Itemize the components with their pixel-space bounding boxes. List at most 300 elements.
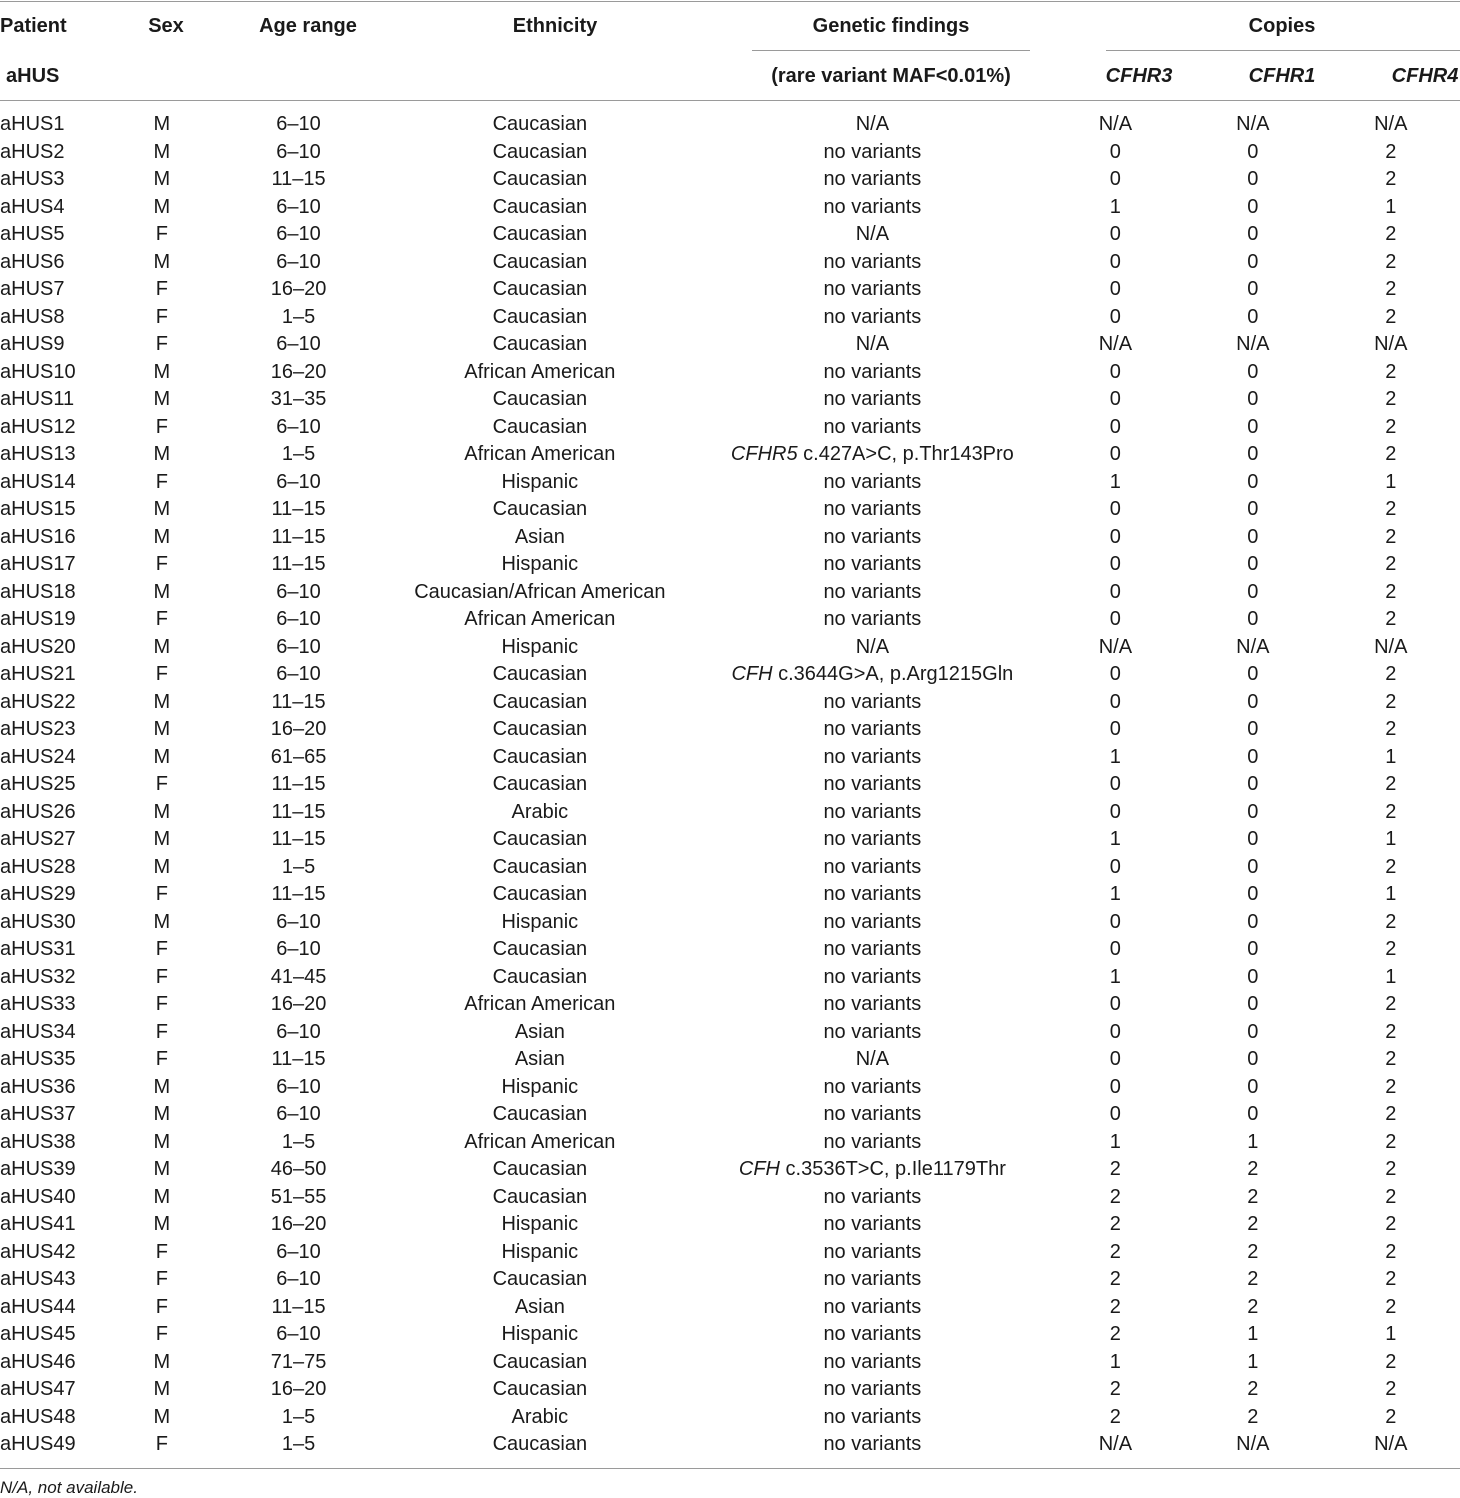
patient-cell: aHUS34 (0, 1020, 76, 1043)
sex-cell: M (153, 580, 171, 603)
table-row (0, 1376, 1460, 1404)
cfhr3-copies-cell: 0 (1109, 773, 1121, 795)
ethnicity-cell: Caucasian (492, 1185, 588, 1208)
cfhr4-copies-cell: 1 (1385, 470, 1397, 493)
cfhr1-copies-cell: 0 (1247, 415, 1259, 438)
sex-cell: F (155, 938, 168, 960)
genetic-findings-cell (698, 1376, 1047, 1404)
cfhr3-copies-cell: 0 (1109, 993, 1121, 1015)
age-range-cell: 16–20 (270, 278, 327, 300)
cfhr1-copies-cell: N/A (1236, 333, 1270, 355)
gene-name: CFHR5 (730, 443, 798, 465)
cfhr4-copies-cell: 2 (1385, 1350, 1397, 1373)
cfhr3-copies-cell: 0 (1109, 1020, 1121, 1043)
sex-cell: F (155, 1295, 168, 1318)
cfhr1-copies-cell: 0 (1247, 745, 1259, 768)
cfhr3-copies-cell: 2 (1109, 1323, 1121, 1345)
patient-cell: aHUS29 (0, 883, 76, 905)
cfhr3-copies-cell: 2 (1109, 1378, 1121, 1400)
age-range-cell: 11–15 (271, 690, 326, 713)
patient-cell: aHUS5 (0, 223, 65, 245)
genetic-findings-cell (698, 414, 1047, 442)
variant-text: no variants (823, 305, 922, 328)
genetic-findings-cell (698, 991, 1047, 1019)
age-range-cell: 11–15 (271, 1048, 326, 1070)
age-range-cell: 6–10 (276, 580, 321, 603)
ethnicity-cell: Caucasian (492, 1378, 588, 1400)
ethnicity-cell: Caucasian (492, 1158, 588, 1180)
cfhr1-copies-cell: 0 (1247, 1048, 1259, 1070)
variant-text: no variants (823, 883, 922, 905)
age-range-cell: 1–5 (281, 305, 316, 328)
patient-cell: aHUS28 (0, 855, 76, 878)
genetic-findings-cell (698, 689, 1047, 717)
cfhr3-copies-cell: 0 (1109, 938, 1121, 960)
genetic-findings-cell (698, 854, 1047, 882)
cfhr3-copies-cell: N/A (1098, 113, 1133, 135)
cfhr1-copies-cell: 0 (1247, 800, 1259, 823)
sex-cell: F (155, 470, 168, 493)
variant-text: no variants (823, 1350, 922, 1373)
cfhr1-copies-cell: 0 (1247, 910, 1259, 933)
cfhr1-copies-cell: 0 (1247, 608, 1259, 630)
sex-cell: M (153, 498, 171, 520)
patient-cell: aHUS36 (0, 1075, 76, 1098)
table-row (0, 469, 1460, 497)
genetic-findings-cell (698, 111, 1047, 139)
cfhr1-copies-cell: N/A (1236, 113, 1270, 135)
table-row (0, 634, 1460, 662)
variant-text: no variants (823, 745, 922, 768)
patient-cell: aHUS38 (0, 1130, 76, 1153)
cfhr4-copies-cell: 2 (1385, 443, 1397, 465)
table-row (0, 854, 1460, 882)
patient-table (0, 111, 1460, 1459)
genetic-findings-cell (698, 881, 1047, 909)
variant-text: no variants (823, 910, 922, 933)
cfhr1-copies-cell: 2 (1247, 1185, 1259, 1208)
variant-text: N/A (855, 223, 890, 245)
cfhr3-copies-cell: 1 (1109, 470, 1121, 493)
cfhr3-copies-cell: 0 (1109, 278, 1121, 300)
variant-text: no variants (823, 1130, 922, 1153)
cfhr4-copies-cell: 2 (1385, 278, 1397, 300)
ethnicity-cell: Hispanic (501, 553, 579, 575)
ethnicity-cell: Asian (514, 1020, 565, 1043)
variant-text: no variants (823, 415, 922, 438)
sex-cell: M (153, 910, 171, 933)
patient-cell: aHUS7 (0, 278, 65, 300)
ethnicity-cell: Caucasian (492, 965, 588, 988)
cfhr4-copies-cell: N/A (1374, 1433, 1408, 1455)
patient-cell: aHUS42 (0, 1240, 76, 1263)
variant-text: no variants (823, 1075, 922, 1098)
table-row (0, 1211, 1460, 1239)
cfhr1-copies-cell: 0 (1247, 278, 1259, 300)
variant-text: no variants (823, 195, 922, 218)
table-row (0, 661, 1460, 689)
age-range-cell: 6–10 (276, 910, 321, 933)
age-range-cell: 6–10 (276, 333, 321, 355)
table-row (0, 936, 1460, 964)
patient-cell: aHUS22 (0, 690, 76, 713)
cfhr1-copies-cell: 2 (1247, 1213, 1259, 1235)
age-range-cell: 61–65 (270, 745, 327, 768)
cfhr4-copies-cell: 2 (1385, 1295, 1397, 1318)
cfhr4-copies-cell: 2 (1385, 773, 1397, 795)
cfhr3-copies-cell: 0 (1109, 718, 1121, 740)
genetic-findings-cell (698, 1294, 1047, 1322)
patient-cell: aHUS17 (0, 553, 76, 575)
cfhr4-copies-cell: 1 (1385, 965, 1397, 988)
genetic-findings-cell (698, 1239, 1047, 1267)
age-range-cell: 11–15 (271, 525, 326, 548)
header-cfhr3: CFHR3 (1105, 65, 1173, 87)
cfhr3-copies-cell: 0 (1109, 250, 1121, 273)
age-range-cell: 41–45 (270, 965, 327, 988)
genetic-findings-cell (698, 716, 1047, 744)
ethnicity-cell: Caucasian (492, 278, 588, 300)
age-range-cell: 6–10 (276, 938, 321, 960)
sex-cell: M (153, 140, 171, 163)
table-row (0, 1431, 1460, 1459)
patient-cell: aHUS27 (0, 828, 76, 850)
ethnicity-cell: Caucasian (492, 140, 588, 163)
age-range-cell: 1–5 (281, 1405, 316, 1428)
header-sex: Sex (148, 15, 184, 37)
ethnicity-cell: African American (464, 1130, 616, 1153)
genetic-findings-cell (698, 359, 1047, 387)
patient-cell: aHUS4 (0, 195, 65, 218)
genetic-findings-cell (698, 826, 1047, 854)
table-row (0, 1404, 1460, 1432)
cfhr4-copies-cell: N/A (1374, 635, 1408, 658)
ethnicity-cell: Caucasian (492, 855, 588, 878)
patient-cell: aHUS31 (0, 938, 76, 960)
patient-cell: aHUS3 (0, 168, 65, 190)
variant-text: no variants (823, 1405, 922, 1428)
age-range-cell: 6–10 (276, 1240, 321, 1263)
cfhr1-copies-cell: 0 (1247, 993, 1259, 1015)
genetic-findings-cell (698, 634, 1047, 662)
age-range-cell: 6–10 (276, 113, 321, 135)
table-row (0, 909, 1460, 937)
age-range-cell: 6–10 (276, 140, 321, 163)
ethnicity-cell: Caucasian (492, 718, 588, 740)
age-range-cell: 11–15 (271, 773, 326, 795)
table-row (0, 744, 1460, 772)
sex-cell: M (153, 1350, 171, 1373)
header-copies: Copies (1248, 15, 1316, 37)
header-cfhr4: CFHR4 (1391, 65, 1459, 87)
variant-text: no variants (823, 525, 922, 548)
table-row (0, 441, 1460, 469)
cfhr1-copies-cell: 0 (1247, 1020, 1259, 1043)
sex-cell: F (155, 663, 168, 685)
cfhr1-copies-cell: 0 (1247, 223, 1259, 245)
cfhr3-copies-cell: 2 (1109, 1158, 1121, 1180)
age-range-cell: 11–15 (271, 883, 326, 905)
cfhr3-copies-cell: 0 (1109, 855, 1121, 878)
patient-cell: aHUS25 (0, 773, 76, 795)
patient-cell: aHUS21 (0, 663, 76, 685)
variant-text: no variants (823, 498, 922, 520)
cfhr4-copies-cell: N/A (1374, 333, 1408, 355)
age-range-cell: 6–10 (276, 223, 321, 245)
genetic-findings-cell (698, 194, 1047, 222)
table-row (0, 1101, 1460, 1129)
genetic-findings-cell (698, 936, 1047, 964)
header-patient: Patient (0, 15, 67, 37)
patient-cell: aHUS10 (0, 360, 76, 383)
sex-cell: M (153, 168, 171, 190)
variant-text: no variants (823, 938, 922, 960)
cfhr1-copies-cell: 0 (1247, 195, 1259, 218)
header-genetic-sub: (rare variant MAF<0.01%) (771, 65, 1011, 87)
sex-cell: F (155, 883, 168, 905)
table-row (0, 771, 1460, 799)
sex-cell: M (153, 690, 171, 713)
cfhr4-copies-cell: 2 (1385, 910, 1397, 933)
cfhr3-copies-cell: N/A (1098, 333, 1133, 355)
cfhr4-copies-cell: 2 (1385, 415, 1397, 438)
age-range-cell: 6–10 (276, 1323, 321, 1345)
cfhr4-copies-cell: 2 (1385, 1075, 1397, 1098)
variant-text: no variants (823, 993, 922, 1015)
cfhr1-copies-cell: 1 (1247, 1350, 1259, 1373)
ethnicity-cell: Caucasian (492, 745, 588, 768)
sex-cell: F (155, 415, 168, 438)
age-range-cell: 16–20 (270, 718, 327, 740)
genetic-findings-cell (698, 524, 1047, 552)
cfhr1-copies-cell: 0 (1247, 1075, 1259, 1098)
cfhr4-copies-cell: 2 (1385, 1378, 1397, 1400)
ethnicity-cell: Hispanic (501, 910, 579, 933)
cfhr1-copies-cell: 0 (1247, 773, 1259, 795)
cfhr4-copies-cell: 2 (1385, 388, 1397, 410)
cfhr3-copies-cell: N/A (1098, 1433, 1133, 1455)
sex-cell: M (153, 1213, 171, 1235)
table-bottom-rule (0, 1468, 1460, 1469)
patient-cell: aHUS23 (0, 718, 76, 740)
variant-text: no variants (823, 608, 922, 630)
cfhr1-copies-cell: 0 (1247, 498, 1259, 520)
cfhr1-copies-cell: 2 (1247, 1295, 1259, 1318)
genetic-findings-cell (698, 909, 1047, 937)
cfhr1-copies-cell: 0 (1247, 938, 1259, 960)
cfhr4-copies-cell: 2 (1385, 1268, 1397, 1290)
sex-cell: M (153, 745, 171, 768)
sex-cell: M (153, 195, 171, 218)
cfhr4-copies-cell: 2 (1385, 718, 1397, 740)
cfhr1-copies-cell: 2 (1247, 1268, 1259, 1290)
ethnicity-cell: Asian (514, 525, 565, 548)
patient-cell: aHUS2 (0, 140, 65, 163)
sex-cell: F (155, 1268, 168, 1290)
table-row (0, 716, 1460, 744)
patient-cell: aHUS45 (0, 1323, 76, 1345)
table-row (0, 1184, 1460, 1212)
cfhr3-copies-cell: 0 (1109, 360, 1121, 383)
age-range-cell: 1–5 (281, 443, 316, 465)
patient-cell: aHUS15 (0, 498, 76, 520)
genetic-findings-cell (698, 579, 1047, 607)
genetic-findings-cell (698, 1431, 1047, 1459)
ethnicity-cell: Caucasian (492, 305, 588, 328)
header-ethnicity: Ethnicity (512, 15, 598, 37)
cfhr1-copies-cell: 0 (1247, 1103, 1259, 1125)
variant-text: no variants (823, 1378, 922, 1400)
ethnicity-cell: Hispanic (501, 1323, 579, 1345)
sex-cell: M (153, 1103, 171, 1125)
ethnicity-cell: Hispanic (501, 635, 579, 658)
cfhr3-copies-cell: 0 (1109, 580, 1121, 603)
table-row (0, 1129, 1460, 1157)
cfhr1-copies-cell: 2 (1247, 1240, 1259, 1263)
genetic-findings-cell (698, 276, 1047, 304)
cfhr3-copies-cell: 1 (1109, 965, 1121, 988)
variant-text: no variants (823, 1213, 922, 1235)
cfhr3-copies-cell: 0 (1109, 608, 1121, 630)
table-row (0, 166, 1460, 194)
genetic-findings-cell (698, 1074, 1047, 1102)
cfhr4-copies-cell: 2 (1385, 1185, 1397, 1208)
cfhr3-copies-cell: 0 (1109, 690, 1121, 713)
table-row (0, 826, 1460, 854)
cfhr4-copies-cell: 1 (1385, 1323, 1397, 1345)
sex-cell: F (155, 305, 168, 328)
ethnicity-cell: Caucasian (492, 333, 588, 355)
sex-cell: M (153, 113, 171, 135)
patient-cell: aHUS9 (0, 333, 65, 355)
ethnicity-cell: Caucasian (492, 415, 588, 438)
cfhr3-copies-cell: 1 (1109, 195, 1121, 218)
patient-cell: aHUS11 (0, 388, 75, 410)
sex-cell: M (153, 388, 171, 410)
gene-name: CFH (738, 1158, 780, 1180)
cfhr4-copies-cell: 2 (1385, 608, 1397, 630)
sex-cell: M (153, 1075, 171, 1098)
ethnicity-cell: Caucasian (492, 250, 588, 273)
table-row (0, 249, 1460, 277)
variant-text: no variants (823, 250, 922, 273)
footnote: N/A, not available. (0, 1478, 138, 1497)
cfhr1-copies-cell: 0 (1247, 360, 1259, 383)
ethnicity-cell: Caucasian (492, 938, 588, 960)
cfhr3-copies-cell: 0 (1109, 498, 1121, 520)
cfhr1-copies-cell: 1 (1247, 1323, 1259, 1345)
table-row (0, 606, 1460, 634)
table-row (0, 1074, 1460, 1102)
sex-cell: M (153, 443, 171, 465)
variant-text: no variants (823, 388, 922, 410)
genetic-findings-cell (698, 166, 1047, 194)
patient-cell: aHUS48 (0, 1405, 76, 1428)
cfhr1-copies-cell: 0 (1247, 718, 1259, 740)
variant-text: no variants (823, 1295, 922, 1318)
cfhr4-copies-cell: 2 (1385, 663, 1397, 685)
ethnicity-cell: Arabic (511, 800, 569, 823)
cfhr4-copies-cell: 1 (1385, 828, 1397, 850)
cfhr4-copies-cell: 2 (1385, 360, 1397, 383)
age-range-cell: 11–15 (271, 168, 326, 190)
patient-table-body (0, 111, 1460, 1459)
patient-cell: aHUS44 (0, 1295, 76, 1318)
cfhr4-copies-cell: 2 (1385, 690, 1397, 713)
cfhr3-copies-cell: 0 (1109, 525, 1121, 548)
sex-cell: M (153, 360, 171, 383)
ethnicity-cell: Caucasian (492, 828, 588, 850)
cfhr1-copies-cell: 0 (1247, 965, 1259, 988)
sex-cell: F (155, 553, 168, 575)
genetic-findings-cell (698, 1321, 1047, 1349)
age-range-cell: 11–15 (271, 828, 326, 850)
sex-cell: F (155, 333, 168, 355)
cfhr4-copies-cell: 2 (1385, 800, 1397, 823)
cfhr3-copies-cell: 2 (1109, 1295, 1121, 1318)
ethnicity-cell: Caucasian (492, 1350, 588, 1373)
sex-cell: M (153, 635, 171, 658)
cfhr3-copies-cell: 1 (1109, 883, 1121, 905)
table-row (0, 524, 1460, 552)
sex-cell: M (153, 828, 171, 850)
variant-text: no variants (823, 1185, 922, 1208)
cfhr3-copies-cell: 0 (1109, 223, 1121, 245)
cfhr3-copies-cell: 1 (1109, 1130, 1121, 1153)
patient-cell: aHUS43 (0, 1268, 76, 1290)
age-range-cell: 16–20 (270, 360, 327, 383)
cfhr3-copies-cell: 2 (1109, 1185, 1121, 1208)
variant-text: no variants (823, 168, 922, 190)
age-range-cell: 6–10 (276, 415, 321, 438)
patient-cell: aHUS37 (0, 1103, 76, 1125)
cfhr4-copies-cell: 2 (1385, 140, 1397, 163)
cfhr4-copies-cell: 2 (1385, 168, 1397, 190)
patient-cell: aHUS13 (0, 443, 76, 465)
copies-spanner-rule (1106, 50, 1460, 51)
cfhr3-copies-cell: 0 (1109, 415, 1121, 438)
table-top-rule (0, 1, 1460, 2)
cfhr4-copies-cell: 2 (1385, 1240, 1397, 1263)
table-row (0, 1046, 1460, 1074)
cfhr4-copies-cell: 2 (1385, 580, 1397, 603)
cfhr4-copies-cell: 1 (1385, 883, 1397, 905)
variant-text: c.427A>C, p.Thr143Pro (797, 443, 1014, 465)
ethnicity-cell: Caucasian (492, 223, 588, 245)
ethnicity-cell: Caucasian (492, 195, 588, 218)
genetic-findings-cell (698, 1046, 1047, 1074)
sex-cell: F (155, 1020, 168, 1043)
cfhr3-copies-cell: 0 (1109, 305, 1121, 328)
patient-cell: aHUS8 (0, 305, 65, 328)
cfhr1-copies-cell: 0 (1247, 443, 1259, 465)
table-row (0, 689, 1460, 717)
genetic-findings-cell (698, 1184, 1047, 1212)
ethnicity-cell: African American (464, 993, 616, 1015)
age-range-cell: 16–20 (270, 993, 327, 1015)
header-genetic-findings: Genetic findings (812, 15, 970, 37)
sex-cell: F (155, 1240, 168, 1263)
genetic-findings-cell (698, 1156, 1047, 1184)
patient-cell: aHUS12 (0, 415, 76, 438)
table-row (0, 1294, 1460, 1322)
cfhr3-copies-cell: 2 (1109, 1405, 1121, 1428)
genetic-findings-cell (698, 1019, 1047, 1047)
cfhr3-copies-cell: 0 (1109, 140, 1121, 163)
age-range-cell: 1–5 (281, 855, 316, 878)
patient-cell: aHUS35 (0, 1048, 76, 1070)
cfhr1-copies-cell: 0 (1247, 470, 1259, 493)
